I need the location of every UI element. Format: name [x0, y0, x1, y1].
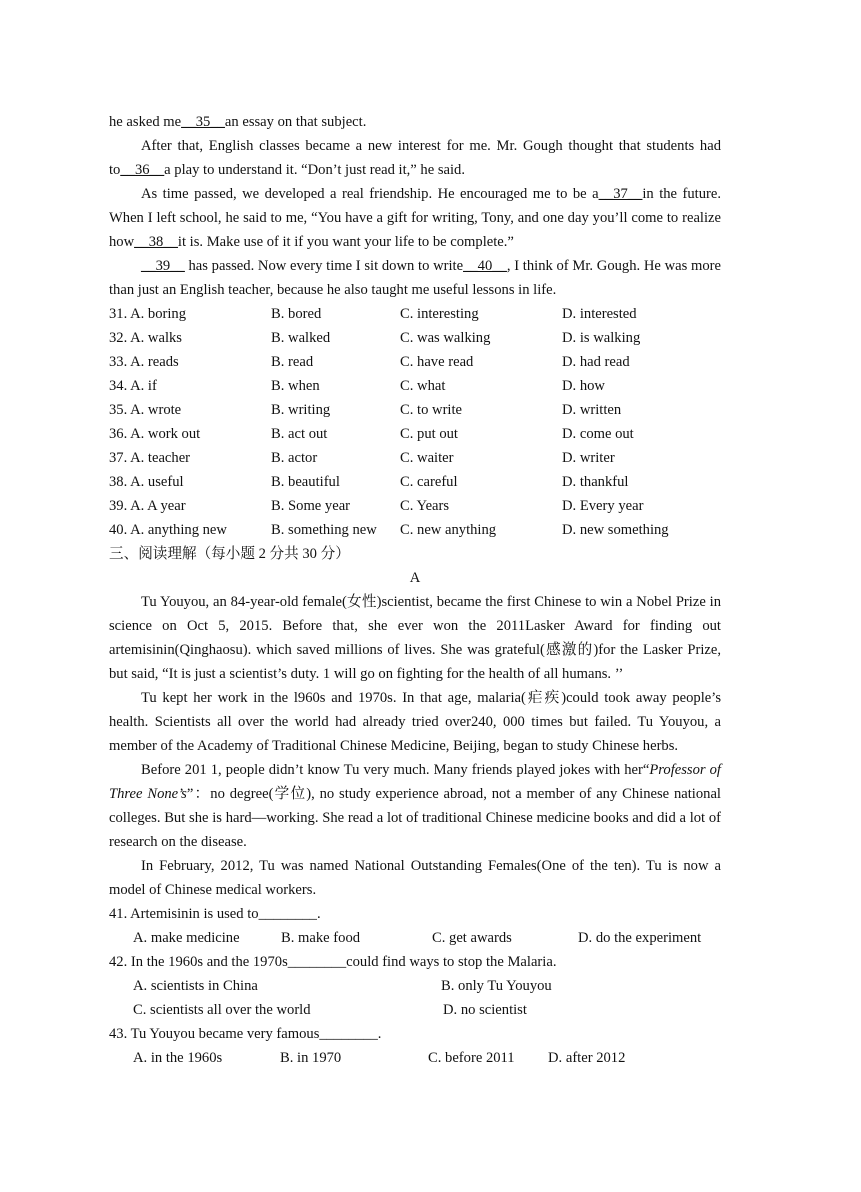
text: it is. Make use of it if you want your life to be complete.” — [177, 234, 514, 250]
option-d: D. writer — [562, 450, 615, 466]
passage-paragraph-4: In February, 2012, Tu was named National Outstanding Females(One of the ten). Tu is now a model of Chinese medical workers. — [109, 858, 721, 898]
option-a: 38. A. useful — [109, 474, 184, 490]
cloze-options — [109, 302, 721, 542]
option-b: B. when — [271, 378, 320, 394]
passage-paragraph-3 — [109, 758, 721, 854]
passage-paragraph-2: Tu kept her work in the l960s and 1970s. In that age, malaria(疟疾)could took away people’s health. Scientists all over the world had already tried over240, 000 times but failed. Tu Youyou, a member of the Academy of Traditional Chinese Medicine, Beijing, began to study Chinese herbs. — [109, 690, 721, 754]
cloze-paragraph-4 — [109, 254, 721, 302]
question-stem: 43. Tu Youyou became very famous________. — [109, 1026, 382, 1042]
cloze-line-1 — [109, 110, 721, 134]
option-a: 40. A. anything new — [109, 522, 227, 538]
option-c: C. to write — [400, 402, 463, 418]
option-row — [109, 494, 721, 518]
text: a play to understand it. “Don’t just read it,” he said. — [164, 162, 465, 178]
question-43 — [109, 1022, 721, 1070]
option-d: D. is walking — [562, 330, 641, 346]
option-d: D. new something — [562, 522, 669, 538]
option-d: D. had read — [562, 354, 630, 370]
cloze-paragraph-3 — [109, 182, 721, 254]
option-row — [109, 398, 721, 422]
option-d: D. no scientist — [443, 1002, 527, 1018]
text: Before 201 1, people didn’t know Tu very much. Many friends played jokes with her“ — [141, 762, 650, 778]
option-d: D. thankful — [562, 474, 629, 490]
option-d: D. how — [562, 378, 605, 394]
option-b: B. read — [271, 354, 314, 370]
option-c: C. before 2011 — [428, 1050, 515, 1066]
option-b: B. in 1970 — [280, 1050, 342, 1066]
option-d: D. do the experiment — [578, 930, 702, 946]
question-41 — [109, 902, 721, 950]
option-d: D. come out — [562, 426, 634, 442]
option-c: C. waiter — [400, 450, 454, 466]
option-b: B. beautiful — [271, 474, 340, 490]
question-options — [109, 926, 721, 950]
blank-39: __39__ — [141, 258, 185, 274]
blank-38: __38__ — [134, 234, 178, 250]
option-row — [109, 518, 721, 542]
option-b: B. Some year — [271, 498, 351, 514]
option-a: 33. A. reads — [109, 354, 179, 370]
option-a: 37. A. teacher — [109, 450, 191, 466]
blank-40: __40__ — [463, 258, 507, 274]
option-a: 39. A. A year — [109, 498, 186, 514]
question-stem: 42. In the 1960s and the 1970s________could find ways to stop the Malaria. — [109, 954, 557, 970]
text: in the future. When I left school, he said to me, “You have a gift for writing, Tony, and one day you’ll come to realize how — [109, 186, 721, 250]
option-row — [109, 422, 721, 446]
option-d: D. interested — [562, 306, 637, 322]
question-options — [109, 1046, 721, 1070]
question-stem: 41. Artemisinin is used to________. — [109, 906, 321, 922]
blank-36: __36__ — [120, 162, 165, 178]
option-row — [109, 374, 721, 398]
option-a: 35. A. wrote — [109, 402, 182, 418]
option-b: B. bored — [271, 306, 322, 322]
question-options — [109, 974, 721, 998]
section-title: 三、阅读理解（每小题 2 分共 30 分） — [109, 546, 350, 562]
option-row — [109, 302, 721, 326]
text: has passed. Now every time I sit down to write — [184, 258, 464, 274]
option-a: 31. A. boring — [109, 306, 187, 322]
option-row — [109, 326, 721, 350]
option-a: A. in the 1960s — [133, 1050, 223, 1066]
option-c: C. was walking — [400, 330, 491, 346]
option-d: D. after 2012 — [548, 1050, 626, 1066]
option-c: C. what — [400, 378, 446, 394]
option-a: 34. A. if — [109, 378, 157, 394]
option-d: D. Every year — [562, 498, 644, 514]
option-c: C. interesting — [400, 306, 479, 322]
option-d: D. written — [562, 402, 622, 418]
option-c: C. scientists all over the world — [133, 1002, 311, 1018]
passage-paragraph-1: Tu Youyou, an 84-year-old female(女性)scientist, became the first Chinese to win a Nobel Prize in science on Oct 5, 2015. Before that, she ever won the 2011Lasker Award for finding out artemisinin(Qinghaosu). which saved millions of lives. She was grateful(感激的)for the Lasker Prize, but said, “It is just a scientist’s duty. 1 will go on fighting for the health of all humans. ’’ — [109, 594, 721, 682]
document-page — [109, 110, 721, 1070]
text: After that, English classes became a new interest for me. Mr. Gough thought that students had to — [109, 138, 721, 178]
text: he asked me — [109, 114, 182, 130]
option-b: B. walked — [271, 330, 331, 346]
option-c: C. careful — [400, 474, 458, 490]
option-c: C. put out — [400, 426, 458, 442]
option-a: A. make medicine — [133, 930, 240, 946]
option-c: C. have read — [400, 354, 474, 370]
blank-37: __37__ — [598, 186, 643, 202]
option-a: 32. A. walks — [109, 330, 182, 346]
option-b: B. actor — [271, 450, 318, 466]
option-b: B. writing — [271, 402, 331, 418]
text: , I think of Mr. Gough. He was more than just an English teacher, because he also taught me useful lessons in life. — [109, 258, 721, 298]
option-a: 36. A. work out — [109, 426, 201, 442]
option-b: B. make food — [281, 930, 361, 946]
cloze-paragraph-2 — [109, 134, 721, 182]
option-c: C. Years — [400, 498, 450, 514]
option-row — [109, 446, 721, 470]
option-c: C. new anything — [400, 522, 497, 538]
text: As time passed, we developed a real friendship. He encouraged me to be a — [141, 186, 599, 202]
text: an essay on that subject. — [224, 114, 367, 130]
blank-35: __35__ — [181, 114, 225, 130]
option-row — [109, 470, 721, 494]
option-b: B. something new — [271, 522, 377, 538]
italic-text: Professor of Three None’s — [109, 762, 721, 802]
option-b: B. act out — [271, 426, 328, 442]
option-row — [109, 350, 721, 374]
question-42 — [109, 950, 721, 1022]
question-options — [109, 998, 721, 1022]
passage-label: A — [409, 570, 421, 586]
option-b: B. only Tu Youyou — [441, 978, 552, 994]
option-a: A. scientists in China — [133, 978, 258, 994]
text: ”：no degree(学位), no study experience abroad, not a member of any Chinese national colleges. But she is hard—working. She read a lot of traditional Chinese medicine books and did a lot of research on the disease. — [109, 786, 721, 850]
option-c: C. get awards — [432, 930, 512, 946]
